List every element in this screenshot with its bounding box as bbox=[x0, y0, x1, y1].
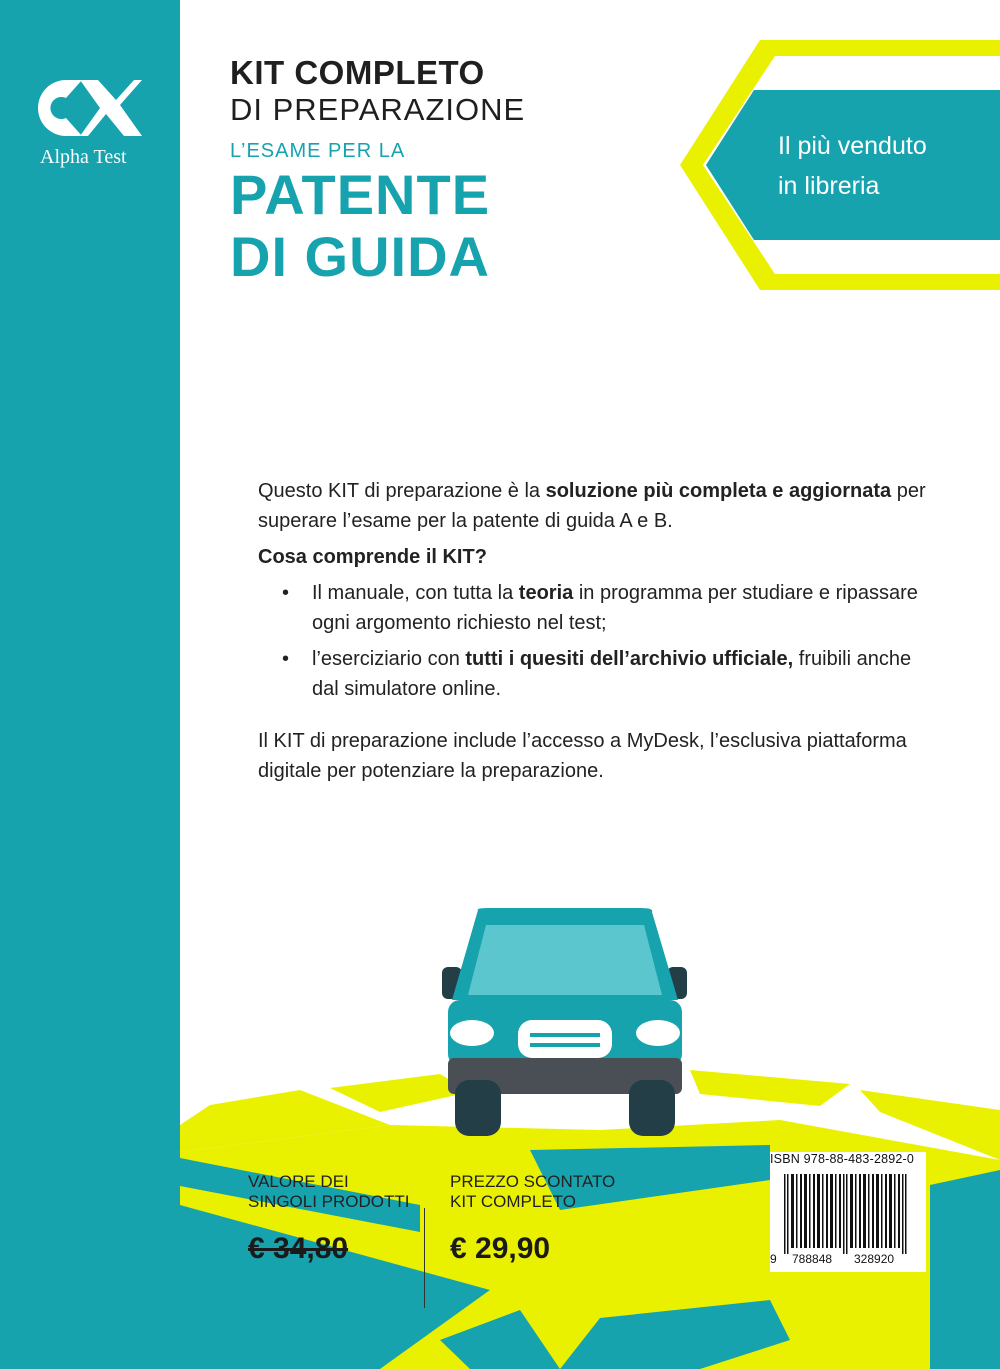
regular-price-label bbox=[248, 1172, 410, 1212]
bullet-bold: teoria bbox=[518, 582, 574, 604]
exam-prefix: L’ESAME PER LA bbox=[230, 140, 406, 162]
discount-label-line2: KIT COMPLETO bbox=[450, 1192, 576, 1211]
price-divider bbox=[424, 1208, 425, 1308]
discount-price: € 29,90 bbox=[450, 1232, 551, 1265]
discount-label-line1: PREZZO SCONTATO bbox=[450, 1172, 616, 1191]
kit-subtitle: DI PREPARAZIONE bbox=[230, 92, 526, 127]
isbn-barcode-box bbox=[770, 1152, 926, 1272]
book-title-line1: PATENTE bbox=[230, 163, 491, 226]
publisher-name: Alpha Test bbox=[40, 146, 127, 168]
discount-price-label bbox=[450, 1172, 615, 1212]
kit-title: KIT COMPLETO bbox=[230, 54, 485, 91]
kit-question: Cosa comprende il KIT? bbox=[258, 546, 487, 568]
bullet-text-end: fruibili anche dal simulatore online. bbox=[312, 648, 912, 700]
bullet-text-end: in programma per studiare e ripassare ogni argomento richiesto nel test; bbox=[312, 582, 918, 634]
barcode-digits-right: 328920 bbox=[854, 1252, 895, 1266]
intro-text-end: per superare l’esame per la patente di guida A e B. bbox=[258, 480, 926, 532]
bullet-text: Il manuale, con tutta la bbox=[312, 582, 519, 604]
book-title-line2: DI GUIDA bbox=[230, 225, 490, 288]
regular-label-line1: VALORE DEI bbox=[248, 1172, 349, 1191]
regular-price: € 34,80 bbox=[248, 1232, 349, 1265]
barcode-icon bbox=[778, 1174, 918, 1254]
isbn-number: ISBN 978-88-483-2892-0 bbox=[770, 1152, 915, 1166]
bullet-text: l’eserciziario con bbox=[312, 648, 466, 670]
badge-line2: in libreria bbox=[778, 172, 880, 200]
barcode-digits-left: 788848 bbox=[792, 1252, 833, 1266]
intro-text: Questo KIT di preparazione è la bbox=[258, 480, 546, 502]
mydesk-paragraph: Il KIT di preparazione include l’accesso a MyDesk, l’esclusiva piattaforma digitale per potenziare la preparazione. bbox=[258, 730, 907, 782]
bullet-bold: tutti i quesiti dell’archivio ufficiale, bbox=[465, 648, 794, 670]
car-icon bbox=[442, 908, 687, 1136]
badge-line1: Il più venduto bbox=[778, 132, 927, 160]
intro-bold: soluzione più completa e aggiornata bbox=[545, 480, 892, 502]
regular-label-line2: SINGOLI PRODOTTI bbox=[248, 1192, 410, 1211]
barcode-digit-first: 9 bbox=[770, 1252, 777, 1266]
